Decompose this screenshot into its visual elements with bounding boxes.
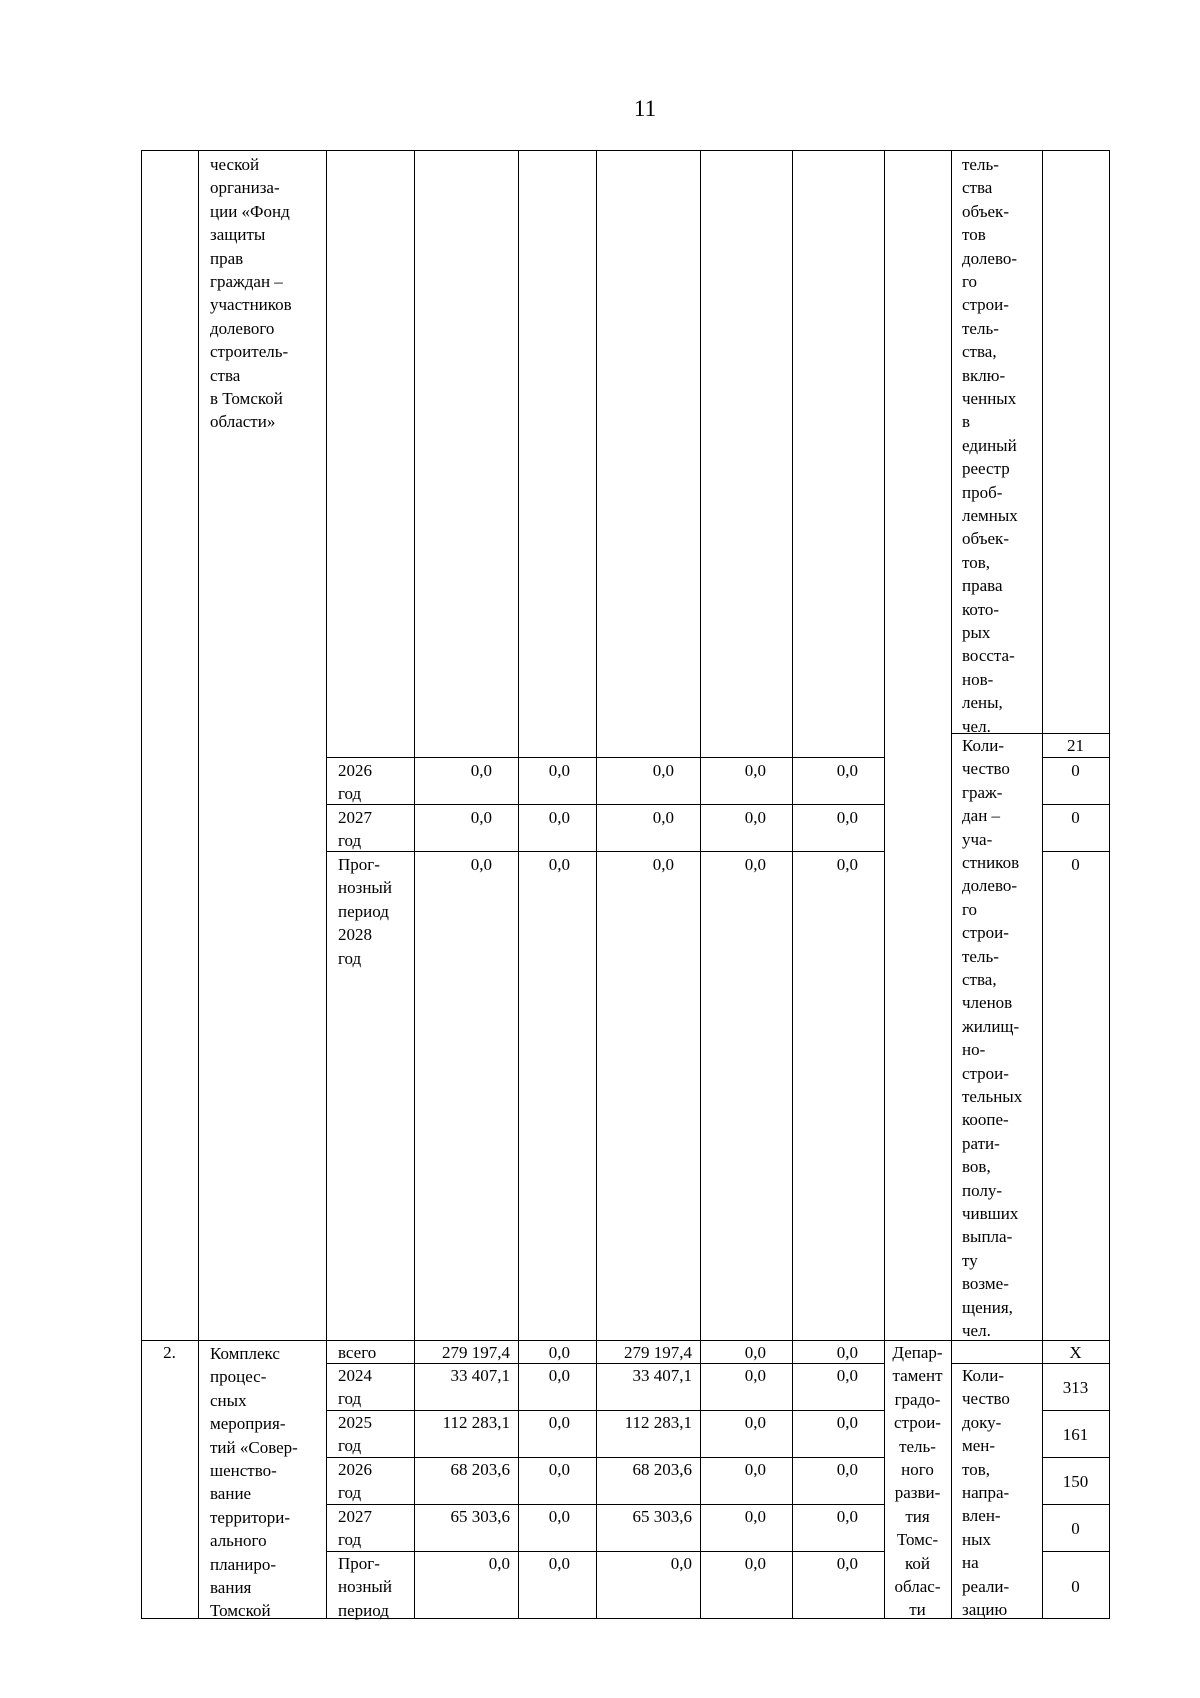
- indicator-line: ства,: [962, 970, 997, 989]
- amount-cell: 0,0: [744, 1366, 766, 1385]
- table-rule: [518, 150, 519, 1619]
- event-name-line: Комплекс: [210, 1344, 280, 1363]
- table-rule: [1042, 1457, 1110, 1458]
- event-name-line: вание: [210, 1484, 252, 1504]
- table-rule: [884, 150, 885, 1619]
- amount-cell: 0,0: [744, 1343, 766, 1362]
- amount-cell: 0,0: [470, 761, 492, 780]
- responsible-line: Депар-: [892, 1343, 943, 1362]
- period-label: всего: [338, 1343, 377, 1362]
- target-value: 313: [1062, 1378, 1089, 1397]
- indicator-line: реали-: [962, 1576, 1010, 1596]
- indicator-line: рых: [962, 623, 991, 642]
- indicator-line: кото-: [962, 599, 1000, 619]
- indicator-line: выпла-: [962, 1227, 1013, 1247]
- responsible-line: градо-: [894, 1389, 941, 1409]
- responsible-line: ного: [901, 1460, 934, 1479]
- event-name-line: в Томской: [210, 389, 283, 408]
- indicator-line: уча-: [962, 829, 993, 849]
- indicator-line: в: [962, 412, 971, 432]
- table-rule: [1042, 851, 1110, 852]
- period-label: год: [338, 1436, 362, 1456]
- indicator-line: го: [962, 899, 978, 919]
- responsible-line: облас-: [894, 1577, 941, 1596]
- indicator-line: тов,: [962, 1459, 990, 1479]
- indicator-line: тель-: [962, 946, 999, 966]
- amount-cell: 0,0: [548, 808, 570, 827]
- period-label: 2026: [338, 1460, 372, 1479]
- indicator-line: граж-: [962, 782, 1003, 802]
- indicator-line: ченных: [962, 389, 1017, 408]
- amount-cell: 0,0: [652, 761, 674, 780]
- table-rule: [141, 150, 1110, 151]
- indicator-line: вов,: [962, 1157, 991, 1177]
- target-value: 0: [1071, 1519, 1080, 1538]
- period-label: год: [338, 784, 362, 804]
- indicator-line: стников: [962, 853, 1020, 872]
- event-name-line: тий «Совер-: [210, 1437, 298, 1457]
- indicator-line: вклю-: [962, 365, 1006, 385]
- indicator-line: доку-: [962, 1412, 1002, 1432]
- indicator-line: тов: [962, 225, 986, 245]
- table-rule: [1109, 150, 1110, 1619]
- event-name-line: долевого: [210, 318, 275, 338]
- indicator-line: нов-: [962, 669, 994, 689]
- indicator-line: чество: [962, 759, 1010, 779]
- amount-cell: 0,0: [836, 1460, 858, 1479]
- amount-cell: 33 407,1: [450, 1366, 510, 1385]
- amount-cell: 0,0: [548, 1507, 570, 1526]
- period-label: 2028: [338, 925, 372, 945]
- indicator-line: ства: [962, 178, 993, 198]
- responsible-line: тамент: [892, 1366, 943, 1386]
- row-number: 2.: [163, 1343, 176, 1362]
- event-name-line: ства: [210, 365, 241, 385]
- amount-cell: 0,0: [836, 1366, 858, 1385]
- indicator-line: тель-: [962, 155, 999, 174]
- indicator-line: тельных: [962, 1087, 1023, 1106]
- event-name-line: процес-: [210, 1367, 267, 1387]
- table-rule: [414, 150, 415, 1619]
- period-label: период: [338, 901, 389, 921]
- indicator-line: щения,: [962, 1297, 1013, 1317]
- event-name-line: строитель-: [210, 342, 289, 362]
- event-name-line: области»: [210, 412, 276, 432]
- amount-cell: 0,0: [836, 1413, 858, 1432]
- indicator-line: го: [962, 272, 978, 291]
- indicator-line: Коли-: [962, 736, 1005, 755]
- indicator-line: ства,: [962, 342, 997, 362]
- page-number: 11: [633, 96, 657, 121]
- indicator-line: строи-: [962, 1063, 1009, 1083]
- event-name-line: участников: [210, 295, 292, 315]
- amount-cell: 0,0: [652, 855, 674, 874]
- indicator-line: тов,: [962, 552, 990, 572]
- amount-cell: 112 283,1: [624, 1413, 692, 1432]
- table-rule: [1042, 1504, 1110, 1505]
- table-rule: [198, 150, 199, 1619]
- amount-cell: 0,0: [744, 1554, 766, 1573]
- responsible-line: строи-: [894, 1413, 941, 1433]
- indicator-line: Коли-: [962, 1366, 1005, 1385]
- table-rule: [141, 150, 142, 1619]
- amount-cell: 112 283,1: [442, 1413, 510, 1432]
- amount-cell: 0,0: [744, 808, 766, 827]
- indicator-line: влен-: [962, 1506, 1001, 1526]
- table-rule: [326, 804, 885, 805]
- period-label: нозный: [338, 878, 392, 898]
- amount-cell: 0,0: [548, 1554, 570, 1573]
- indicator-line: единый: [962, 435, 1017, 455]
- event-name-line: вания: [210, 1578, 252, 1597]
- event-name-line: организа-: [210, 178, 280, 198]
- amount-cell: 0,0: [836, 761, 858, 780]
- indicator-value: 21: [1067, 736, 1084, 755]
- event-name-line: мероприя-: [210, 1414, 286, 1434]
- indicator-line: членов: [962, 993, 1013, 1013]
- indicator-line: жилищ-: [962, 1016, 1020, 1036]
- indicator-line: но-: [962, 1040, 986, 1060]
- indicator-line: чество: [962, 1389, 1010, 1409]
- period-label: Прог-: [338, 855, 380, 874]
- period-label: год: [338, 948, 362, 968]
- amount-cell: 0,0: [548, 1343, 570, 1362]
- indicator-line: долево-: [962, 248, 1018, 268]
- period-label: Прог-: [338, 1554, 380, 1573]
- event-name-line: Томской: [210, 1601, 271, 1621]
- amount-cell: 0,0: [548, 761, 570, 780]
- event-name-line: прав: [210, 248, 244, 268]
- period-label: 2026: [338, 761, 372, 780]
- amount-cell: 0,0: [548, 1460, 570, 1479]
- indicator-line: восста-: [962, 646, 1015, 666]
- indicator-line: зацию: [962, 1600, 1008, 1619]
- indicator-line: чивших: [962, 1204, 1019, 1223]
- indicator-line: коопе-: [962, 1110, 1009, 1130]
- responsible-line: ти: [909, 1600, 926, 1620]
- table-rule: [1042, 804, 1110, 805]
- responsible-line: разви-: [894, 1483, 941, 1503]
- amount-cell: 0,0: [548, 855, 570, 874]
- indicator-line: строи-: [962, 295, 1009, 315]
- target-value: 161: [1062, 1425, 1089, 1444]
- indicator-line: проб-: [962, 482, 1003, 502]
- event-name-line: ческой: [210, 155, 260, 174]
- indicator-line: долево-: [962, 876, 1018, 896]
- table-rule: [951, 150, 952, 1619]
- amount-cell: 0,0: [470, 808, 492, 827]
- indicator-line: чел.: [962, 1321, 991, 1340]
- amount-cell: 0,0: [670, 1554, 692, 1573]
- indicator-line: на: [962, 1553, 979, 1573]
- indicator-line: строи-: [962, 923, 1009, 943]
- indicator-line: тель-: [962, 318, 999, 338]
- amount-cell: 0,0: [836, 1554, 858, 1573]
- event-name-line: шенство-: [210, 1461, 277, 1480]
- amount-cell: 0,0: [836, 1343, 858, 1362]
- target-value: X: [1069, 1343, 1082, 1362]
- indicator-line: реестр: [962, 459, 1010, 479]
- indicator-line: чел.: [962, 716, 991, 736]
- responsible-line: тия: [905, 1506, 930, 1526]
- period-label: 2025: [338, 1413, 372, 1432]
- responsible-line: кой: [905, 1553, 930, 1573]
- amount-cell: 0,0: [548, 1413, 570, 1432]
- amount-cell: 0,0: [836, 855, 858, 874]
- period-label: 2027: [338, 1507, 372, 1526]
- amount-cell: 0,0: [744, 1460, 766, 1479]
- indicator-line: объек-: [962, 529, 1009, 549]
- amount-cell: 68 203,6: [450, 1460, 510, 1479]
- target-value: 0: [1071, 1577, 1080, 1596]
- amount-cell: 65 303,6: [450, 1507, 510, 1526]
- table-rule: [596, 150, 597, 1619]
- period-label: нозный: [338, 1577, 392, 1597]
- amount-cell: 33 407,1: [632, 1366, 692, 1385]
- target-value: 0: [1071, 808, 1080, 827]
- amount-cell: 279 197,4: [442, 1343, 510, 1362]
- table-rule: [326, 851, 885, 852]
- indicator-line: возме-: [962, 1274, 1009, 1294]
- target-value: 0: [1071, 761, 1080, 780]
- event-name-line: сных: [210, 1390, 247, 1410]
- responsible-line: Томс-: [896, 1530, 939, 1550]
- event-name-line: территори-: [210, 1507, 291, 1527]
- period-label: год: [338, 1389, 362, 1409]
- amount-cell: 0,0: [836, 1507, 858, 1526]
- amount-cell: 0,0: [548, 1366, 570, 1385]
- target-value: 0: [1071, 855, 1080, 874]
- event-name-line: защиты: [210, 225, 266, 245]
- amount-cell: 0,0: [488, 1554, 510, 1573]
- event-name-line: ции «Фонд: [210, 201, 290, 221]
- indicator-line: лены,: [962, 693, 1003, 713]
- amount-cell: 279 197,4: [624, 1343, 692, 1362]
- period-label: 2027: [338, 808, 372, 827]
- event-name-line: граждан –: [210, 272, 283, 291]
- period-label: период: [338, 1600, 389, 1620]
- table-rule: [792, 150, 793, 1619]
- target-value: 150: [1062, 1472, 1089, 1491]
- period-label: год: [338, 1483, 362, 1503]
- amount-cell: 0,0: [744, 1507, 766, 1526]
- indicator-line: напра-: [962, 1483, 1010, 1502]
- period-label: год: [338, 1530, 362, 1550]
- indicator-line: лемных: [962, 506, 1018, 525]
- table-rule: [1042, 1410, 1110, 1411]
- indicator-line: рати-: [962, 1133, 1000, 1153]
- amount-cell: 0,0: [836, 808, 858, 827]
- amount-cell: 0,0: [652, 808, 674, 827]
- table-rule: [1042, 1551, 1110, 1552]
- period-label: год: [338, 831, 362, 851]
- indicator-line: ту: [962, 1250, 978, 1270]
- indicator-line: объек-: [962, 201, 1009, 221]
- amount-cell: 0,0: [470, 855, 492, 874]
- table-rule: [326, 757, 885, 758]
- indicator-line: дан –: [962, 806, 1001, 826]
- indicator-line: ных: [962, 1529, 992, 1549]
- amount-cell: 0,0: [744, 855, 766, 874]
- period-label: 2024: [338, 1366, 372, 1385]
- amount-cell: 0,0: [744, 1413, 766, 1432]
- amount-cell: 0,0: [744, 761, 766, 780]
- table-rule: [700, 150, 701, 1619]
- amount-cell: 68 203,6: [632, 1460, 692, 1479]
- event-name-line: планиро-: [210, 1554, 276, 1574]
- indicator-line: мен-: [962, 1436, 996, 1456]
- responsible-line: тель-: [899, 1436, 936, 1456]
- indicator-line: полу-: [962, 1180, 1003, 1200]
- indicator-line: права: [962, 576, 1003, 596]
- event-name-line: ального: [210, 1531, 267, 1551]
- amount-cell: 65 303,6: [632, 1507, 692, 1526]
